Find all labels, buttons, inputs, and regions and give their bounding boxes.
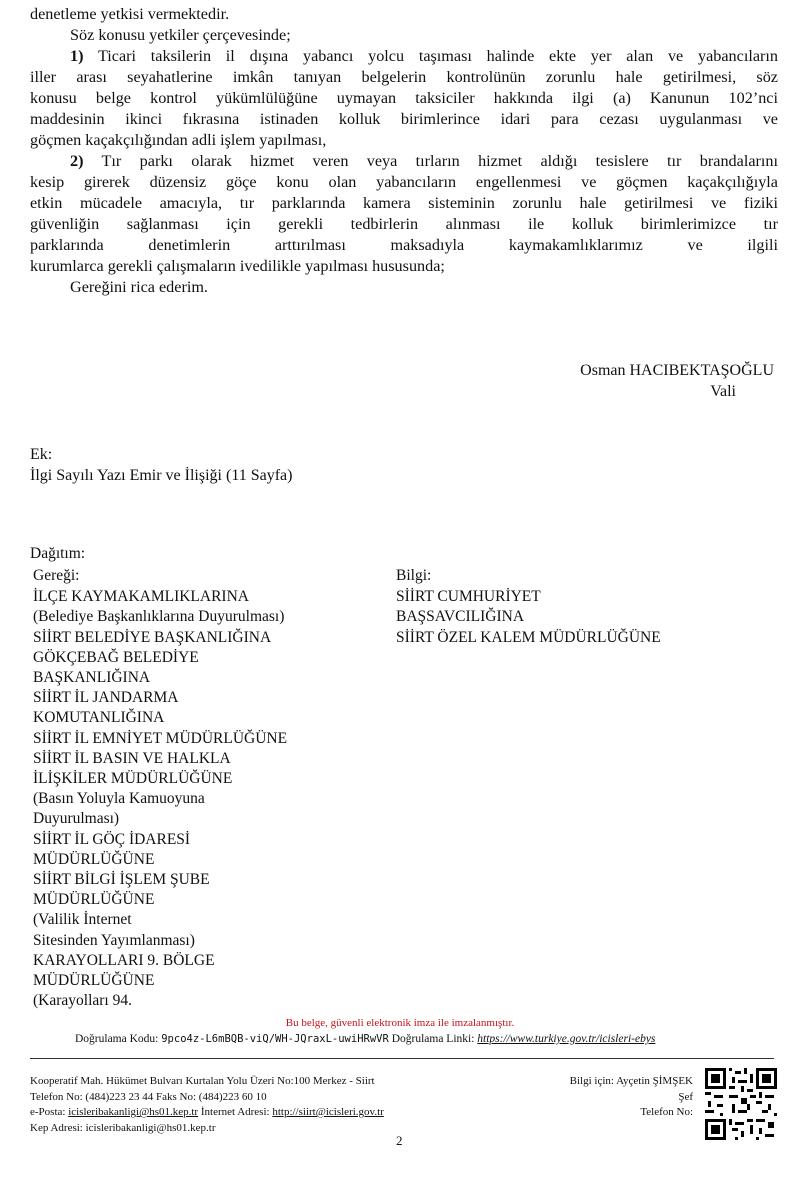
list-item: SİİRT İL GÖÇ İDARESİ <box>33 830 191 848</box>
distribution-info-list <box>396 566 716 648</box>
list-item: SİİRT ÖZEL KALEM MÜDÜRLÜĞÜNE <box>396 628 661 646</box>
signature-block <box>580 360 774 402</box>
email-link[interactable]: icisleribakanligi@hs01.kep.tr <box>68 1106 199 1118</box>
item-text: Ticari taksilerin il dışına yabancı yolcu taşıması halinde ekte yer alan ve yabancıların <box>97 47 778 65</box>
qr-code-icon <box>705 1068 777 1140</box>
footer-address: Kooperatif Mah. Hükümet Bulvarı Kurtalan Yolu Üzeri No:100 Merkez - Siirt <box>30 1075 375 1087</box>
item-text: etkin mücadele amacıyla, tır parklarında kamera sisteminin zorunlu hale getirilmesi ve fiziki <box>30 194 778 212</box>
list-item: (Basın Yoluyla Kamuoyuna <box>33 790 205 808</box>
list-item: MÜDÜRLÜĞÜNE <box>33 850 155 868</box>
list-item: MÜDÜRLÜĞÜNE <box>33 891 155 909</box>
verification-code-label: Doğrulama Kodu: <box>75 1033 159 1045</box>
list-item: Duyurulması) <box>33 810 120 828</box>
list-item: İLİŞKİLER MÜDÜRLÜĞÜNE <box>33 770 233 788</box>
annex-block <box>30 444 292 486</box>
info-title: Şef <box>678 1090 693 1103</box>
list-item-2 <box>30 151 778 277</box>
list-item: SİİRT BİLGİ İŞLEM ŞUBE <box>33 871 210 889</box>
signer-title: Vali <box>710 383 736 400</box>
list-item: SİİRT CUMHURİYET <box>396 588 541 606</box>
list-item: BAŞSAVCILIĞINA <box>396 608 525 626</box>
list-item: (Belediye Başkanlıklarına Duyurulması) <box>33 608 285 626</box>
item-text: güvenliğin sağlanması için gerekli tedbirlerin alınması ile kolluk birimlerimizce tır <box>30 215 778 233</box>
annex-item: İlgi Sayılı Yazı Emir ve İlişiği (11 Sayfa) <box>30 467 293 484</box>
item-text: Tır parkı olarak hizmet veren veya tırların hizmet aldığı tesislere tır brandalarını <box>101 152 778 170</box>
footer-phone: Telefon No: (484)223 23 44 Faks No: (484)223 60 10 <box>30 1090 267 1103</box>
list-item: KOMUTANLIĞINA <box>33 709 165 727</box>
item-number: 1) <box>70 47 84 65</box>
verification-link[interactable]: https://www.turkiye.gov.tr/icisleri-ebys <box>477 1033 656 1045</box>
list-item: (Karayolları 94. <box>33 992 132 1010</box>
page-number: 2 <box>396 1133 403 1148</box>
web-link[interactable]: http://siirt@icisleri.gov.tr <box>272 1106 384 1118</box>
item-text: maddesinin ikinci fıkrasına istinaden kolluk birimlerince idari para cezası uygulanması ve <box>30 110 778 128</box>
footer-divider <box>30 1058 774 1059</box>
item-text: parklarında denetimlerin arttırılması maksadıyla kaymakamlıklarımız ve ilgili <box>30 236 778 254</box>
list-item-1 <box>30 46 778 151</box>
item-number: 2) <box>70 152 84 170</box>
esign-notice: Bu belge, güvenli elektronik imza ile imzalanmıştır. <box>285 1017 515 1029</box>
item-text: iller arası seyahatlerine imkân tanıyan belgelerin kontrolünün zorunlu hale getirilmesi, söz <box>30 68 778 86</box>
distribution-action-list <box>33 566 333 1011</box>
letter-intro: Söz konusu yetkiler çerçevesinde; <box>70 26 291 44</box>
item-text: kesip girerek düzensiz göçe konu olan yabancıların engellenmesi ve göçmen kaçakçılığıyla <box>30 173 778 191</box>
list-item: SİİRT BELEDİYE BAŞKANLIĞINA <box>33 628 272 646</box>
footer-info <box>570 1074 693 1121</box>
info-label: Bilgi: <box>396 567 432 584</box>
letter-closing: Gereğini rica ederim. <box>70 278 208 296</box>
list-item: Sitesinden Yayımlanması) <box>33 931 195 949</box>
list-item: BAŞKANLIĞINA <box>33 669 151 687</box>
distribution-label: Dağıtım: <box>30 545 86 562</box>
item-text: göçmen kaçakçılığından adli işlem yapılması, <box>30 131 327 149</box>
info-contact: Bilgi için: Ayçetin ŞİMŞEK <box>569 1075 693 1087</box>
list-item: SİİRT İL BASIN VE HALKLA <box>33 749 231 767</box>
item-text: konusu belge kontrol yükümlülüğüne uymayan taksiciler hakkında ilgi (a) Kanunun 102’nci <box>30 89 778 107</box>
footer-contact <box>30 1074 384 1136</box>
list-item: (Valilik İnternet <box>33 911 132 929</box>
action-label: Gereği: <box>33 567 80 584</box>
info-phone: Telefon No: <box>640 1106 693 1118</box>
list-item: SİİRT İL EMNİYET MÜDÜRLÜĞÜNE <box>33 729 288 747</box>
signer-name: Osman HACIBEKTAŞOĞLU <box>580 362 774 379</box>
verification-code: 9pco4z-L6mBQB-viQ/WH-JQraxL-uwiHRwVR <box>161 1033 389 1045</box>
letter-body <box>30 4 778 298</box>
footer-kep: Kep Adresi: icisleribakanligi@hs01.kep.tr <box>30 1121 216 1134</box>
annex-label: Ek: <box>30 446 53 463</box>
item-text: kurumlarca gerekli çalışmaların ivedilikle yapılması hususunda; <box>30 257 445 275</box>
list-item: KARAYOLLARI 9. BÖLGE <box>33 951 215 969</box>
letter-continuation: denetleme yetkisi vermektedir. <box>30 5 230 23</box>
verification-line <box>75 1033 655 1045</box>
email-label: e-Posta: <box>30 1106 66 1118</box>
list-item: SİİRT İL JANDARMA <box>33 689 179 707</box>
list-item: GÖKÇEBAĞ BELEDİYE <box>33 648 199 666</box>
list-item: MÜDÜRLÜĞÜNE <box>33 972 155 990</box>
verification-link-label: Doğrulama Linki: <box>391 1033 475 1045</box>
web-label: İnternet Adresi: <box>200 1106 270 1118</box>
list-item: İLÇE KAYMAKAMLIKLARINA <box>33 588 249 606</box>
